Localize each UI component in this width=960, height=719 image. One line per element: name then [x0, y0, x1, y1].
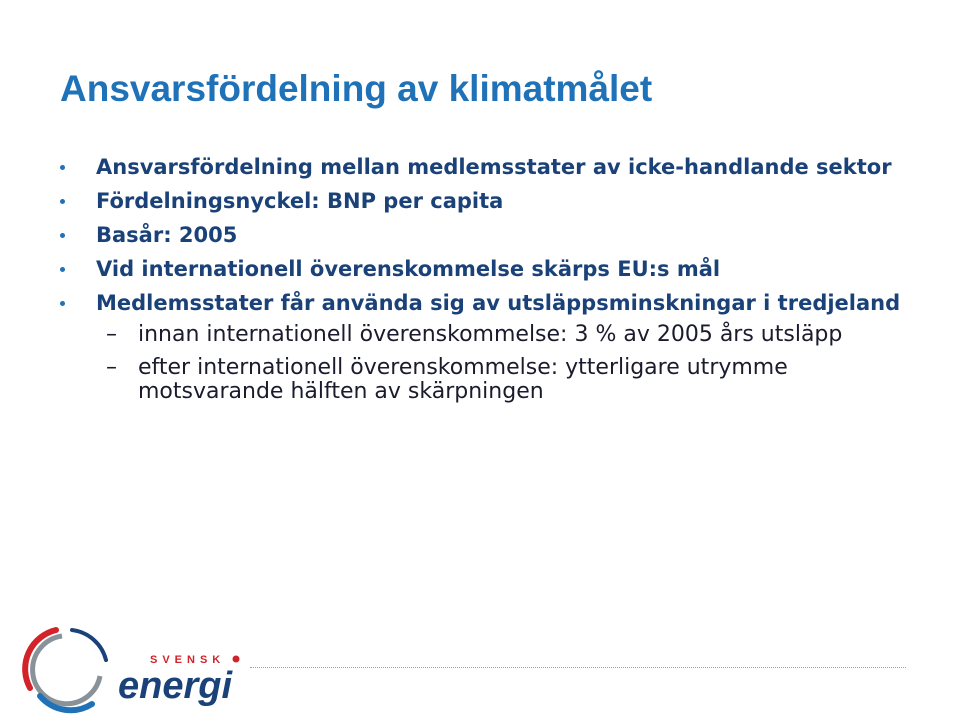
logo-main-text: energi	[118, 665, 233, 707]
dash-icon: –	[106, 322, 117, 347]
bullet-text: Medlemsstater får använda sig av utsläppsminskningar i tredjeland	[96, 291, 901, 315]
globe-swoosh-icon	[25, 630, 106, 710]
logo-top-text: SVENSK	[150, 654, 226, 666]
bullet-dot-icon	[60, 233, 65, 238]
sub-bullet-text: efter internationell överenskommelse: ytterligare utrymme motsvarande hälften av skärpningen	[138, 355, 788, 404]
bullet-dot-icon	[60, 301, 65, 306]
bullet-text: Ansvarsfördelning mellan medlemsstater av icke-handlande sektor	[96, 155, 892, 179]
bullet-text: Fördelningsnyckel: BNP per capita	[96, 189, 504, 213]
dash-icon: –	[106, 355, 117, 380]
bullet-item	[0, 223, 906, 247]
bullet-item	[0, 155, 906, 179]
sub-bullet-item	[0, 323, 908, 347]
svensk-energi-logo	[22, 624, 262, 714]
sub-bullet-text: innan internationell överenskommelse: 3 % av 2005 års utsläpp	[138, 322, 843, 347]
bullet-text: Basår: 2005	[96, 223, 238, 247]
bullet-dot-icon	[60, 267, 65, 272]
logo-dot-icon	[233, 656, 240, 663]
bullet-item	[0, 291, 906, 315]
sub-bullet-item	[0, 356, 908, 404]
bullet-dot-icon	[60, 165, 65, 170]
bullet-text: Vid internationell överenskommelse skärps EU:s mål	[96, 257, 721, 281]
footer-divider	[250, 667, 906, 668]
slide-title: Ansvarsfördelning av klimatmålet	[60, 68, 653, 109]
bullet-item	[0, 189, 906, 213]
bullet-list	[0, 155, 960, 404]
bullet-item	[0, 257, 906, 281]
bullet-dot-icon	[60, 199, 65, 204]
